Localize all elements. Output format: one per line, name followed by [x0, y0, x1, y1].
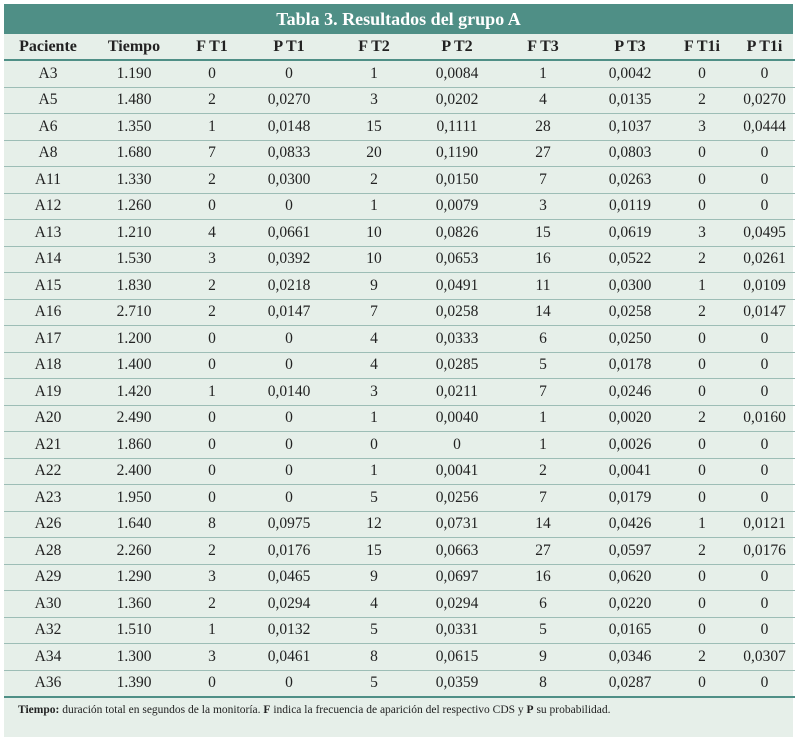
table-cell: 0 [670, 193, 734, 220]
footnote-text-1: duración total en segundos de la monitoría. [59, 704, 264, 716]
table-cell: 6 [496, 326, 590, 353]
table-cell: 5 [496, 352, 590, 379]
table-cell: 0,0165 [590, 617, 670, 644]
table-cell: A18 [4, 352, 92, 379]
table-cell: 0,0731 [418, 511, 496, 538]
table-cell: 5 [496, 617, 590, 644]
table-cell: 0,0461 [248, 644, 330, 671]
table-cell: 0 [248, 670, 330, 697]
table-cell: 0,0333 [418, 326, 496, 353]
table-row [4, 591, 795, 618]
table-cell: 0 [670, 352, 734, 379]
footnote-term-p: P [526, 704, 534, 716]
table-cell: 0 [176, 458, 248, 485]
table-cell: A30 [4, 591, 92, 618]
table-cell: 3 [670, 220, 734, 247]
table-cell: 0,0178 [590, 352, 670, 379]
table-cell: 0 [670, 167, 734, 194]
table-cell: 1.330 [92, 167, 176, 194]
table-cell: 6 [496, 591, 590, 618]
table-cell: 1 [330, 60, 418, 87]
table-cell: 28 [496, 114, 590, 141]
table-cell: A22 [4, 458, 92, 485]
table-cell: A21 [4, 432, 92, 459]
table-cell: 1 [496, 60, 590, 87]
table-cell: 0 [248, 60, 330, 87]
table-cell: 9 [496, 644, 590, 671]
table-cell: 0 [734, 379, 795, 406]
table-cell: 0,0697 [418, 564, 496, 591]
column-header: P T1i [734, 34, 795, 60]
table-cell: 1.510 [92, 617, 176, 644]
table-cell: 0,0211 [418, 379, 496, 406]
table-row [4, 246, 795, 273]
table-cell: 0,0653 [418, 246, 496, 273]
table-cell: 1.830 [92, 273, 176, 300]
table-cell: 1.360 [92, 591, 176, 618]
table-cell: A23 [4, 485, 92, 512]
table-cell: 0,0331 [418, 617, 496, 644]
table-cell: 1.480 [92, 87, 176, 114]
table-cell: 0,0392 [248, 246, 330, 273]
table-cell: 7 [496, 379, 590, 406]
table-cell: 0 [670, 485, 734, 512]
table-cell: 7 [496, 485, 590, 512]
table-cell: 0 [734, 326, 795, 353]
table-cell: 0,0661 [248, 220, 330, 247]
table-cell: A16 [4, 299, 92, 326]
table-cell: 0,0140 [248, 379, 330, 406]
table-cell: 0,0465 [248, 564, 330, 591]
table-cell: 1 [670, 273, 734, 300]
table-cell: 0,0426 [590, 511, 670, 538]
table-cell: 1.210 [92, 220, 176, 247]
table-cell: 0,0619 [590, 220, 670, 247]
table-cell: 0,0491 [418, 273, 496, 300]
table-row [4, 405, 795, 432]
table-cell: 0,0250 [590, 326, 670, 353]
table-row [4, 193, 795, 220]
table-cell: 3 [496, 193, 590, 220]
table-cell: 0,0597 [590, 538, 670, 565]
table-cell: 0 [734, 140, 795, 167]
table-cell: A36 [4, 670, 92, 697]
table-cell: 1.260 [92, 193, 176, 220]
table-row [4, 87, 795, 114]
table-cell: 0,0256 [418, 485, 496, 512]
table-cell: 1 [176, 379, 248, 406]
table-cell: 7 [496, 167, 590, 194]
table-cell: 0,0620 [590, 564, 670, 591]
table-cell: 0,0975 [248, 511, 330, 538]
table-cell: 0 [670, 60, 734, 87]
table-cell: 0,0135 [590, 87, 670, 114]
table-cell: 0,0202 [418, 87, 496, 114]
table-cell: 0 [418, 432, 496, 459]
table-cell: 1.300 [92, 644, 176, 671]
table-row [4, 485, 795, 512]
table-cell: 1 [330, 193, 418, 220]
table-cell: 0,0218 [248, 273, 330, 300]
table-cell: 0,0294 [248, 591, 330, 618]
table-cell: 1.640 [92, 511, 176, 538]
table-cell: 15 [330, 538, 418, 565]
table-cell: 0,0040 [418, 405, 496, 432]
table-cell: 0,0176 [248, 538, 330, 565]
table-cell: 2.710 [92, 299, 176, 326]
table-cell: 0 [734, 432, 795, 459]
table-cell: 14 [496, 511, 590, 538]
table-cell: 0 [670, 432, 734, 459]
table-cell: 0,0084 [418, 60, 496, 87]
column-header: P T3 [590, 34, 670, 60]
table-row [4, 114, 795, 141]
table-cell: 2 [176, 167, 248, 194]
table-cell: A29 [4, 564, 92, 591]
table-cell: 1.950 [92, 485, 176, 512]
table-cell: 12 [330, 511, 418, 538]
table-cell: 3 [176, 564, 248, 591]
table-cell: 3 [176, 246, 248, 273]
table-cell: 4 [330, 326, 418, 353]
table-cell: A19 [4, 379, 92, 406]
table-cell: 4 [496, 87, 590, 114]
table-cell: 1.190 [92, 60, 176, 87]
table-cell: 7 [176, 140, 248, 167]
table-cell: 2.400 [92, 458, 176, 485]
table-cell: 1 [496, 405, 590, 432]
footnote-term-tiempo: Tiempo: [18, 704, 60, 716]
table-cell: 1 [330, 405, 418, 432]
table-cell: 0,0287 [590, 670, 670, 697]
table-cell: 3 [330, 379, 418, 406]
table-cell: 4 [330, 352, 418, 379]
table-cell: 0,0147 [734, 299, 795, 326]
table-cell: 15 [330, 114, 418, 141]
table-cell: 1.390 [92, 670, 176, 697]
table-cell: 0,0258 [418, 299, 496, 326]
table-cell: 0,0119 [590, 193, 670, 220]
table-cell: A17 [4, 326, 92, 353]
table-cell: 0,0041 [590, 458, 670, 485]
table-cell: 16 [496, 564, 590, 591]
table-body [4, 60, 795, 697]
table-cell: 0,0042 [590, 60, 670, 87]
table-cell: 3 [176, 644, 248, 671]
table-cell: 14 [496, 299, 590, 326]
table-cell: 0,0300 [590, 273, 670, 300]
table-cell: 0,0294 [418, 591, 496, 618]
table-cell: A20 [4, 405, 92, 432]
table-cell: 1.530 [92, 246, 176, 273]
table-cell: 0,0148 [248, 114, 330, 141]
table-cell: 5 [330, 485, 418, 512]
table-row [4, 564, 795, 591]
table-cell: 2 [496, 458, 590, 485]
results-table [4, 34, 795, 698]
table-cell: 0,0220 [590, 591, 670, 618]
table-cell: 0,1111 [418, 114, 496, 141]
table-cell: 1.400 [92, 352, 176, 379]
table-cell: 0 [176, 485, 248, 512]
table-cell: 27 [496, 538, 590, 565]
table-cell: 0,0026 [590, 432, 670, 459]
table-cell: 0 [670, 379, 734, 406]
table-cell: 1 [496, 432, 590, 459]
table-title: Tabla 3. Resultados del grupo A [4, 4, 793, 34]
table-cell: 0 [734, 564, 795, 591]
column-header: F T1 [176, 34, 248, 60]
table-cell: 0,0020 [590, 405, 670, 432]
table-cell: 1 [176, 617, 248, 644]
table-cell: 0 [248, 352, 330, 379]
table-row [4, 617, 795, 644]
table-cell: 7 [330, 299, 418, 326]
table-cell: 0 [734, 60, 795, 87]
column-header: F T3 [496, 34, 590, 60]
table-cell: 0 [248, 485, 330, 512]
table-cell: 0,0147 [248, 299, 330, 326]
table-cell: 1.420 [92, 379, 176, 406]
table-cell: 0,0444 [734, 114, 795, 141]
table-cell: 0,0132 [248, 617, 330, 644]
table-cell: 2.260 [92, 538, 176, 565]
table-cell: 0,1190 [418, 140, 496, 167]
table-cell: 0 [176, 670, 248, 697]
table-cell: 0 [734, 193, 795, 220]
table-cell: 0,0150 [418, 167, 496, 194]
table-cell: 2 [176, 299, 248, 326]
table-cell: A14 [4, 246, 92, 273]
table-cell: 0,0179 [590, 485, 670, 512]
table-cell: 0 [734, 617, 795, 644]
table-cell: 0,0803 [590, 140, 670, 167]
table-cell: 0,0246 [590, 379, 670, 406]
table-footnote [4, 698, 793, 716]
table-cell: 0,0121 [734, 511, 795, 538]
table-row [4, 326, 795, 353]
table-row [4, 273, 795, 300]
table-cell: 0 [670, 591, 734, 618]
table-cell: 1 [670, 511, 734, 538]
table-cell: 20 [330, 140, 418, 167]
table-row [4, 511, 795, 538]
table-cell: 0,0258 [590, 299, 670, 326]
table-cell: A6 [4, 114, 92, 141]
table-cell: 0 [734, 167, 795, 194]
table-cell: A12 [4, 193, 92, 220]
table-cell: 0,0307 [734, 644, 795, 671]
table-cell: A15 [4, 273, 92, 300]
table-cell: 2 [176, 87, 248, 114]
table-row [4, 458, 795, 485]
table-cell: 0,0522 [590, 246, 670, 273]
column-header: F T1i [670, 34, 734, 60]
table-cell: 0 [176, 193, 248, 220]
table-cell: 9 [330, 564, 418, 591]
table-cell: 0 [176, 352, 248, 379]
table-cell: 0,0833 [248, 140, 330, 167]
table-cell: 0 [670, 458, 734, 485]
table-cell: A26 [4, 511, 92, 538]
table-cell: 0 [176, 60, 248, 87]
table-cell: 0 [248, 405, 330, 432]
table-cell: 0,0615 [418, 644, 496, 671]
table-cell: 0,0079 [418, 193, 496, 220]
table-cell: 1.200 [92, 326, 176, 353]
table-cell: 0 [670, 564, 734, 591]
column-header: Tiempo [92, 34, 176, 60]
table-cell: A32 [4, 617, 92, 644]
table-cell: 0,0826 [418, 220, 496, 247]
table-cell: 0,0041 [418, 458, 496, 485]
table-cell: 0,0109 [734, 273, 795, 300]
table-cell: A11 [4, 167, 92, 194]
table-cell: 0 [670, 140, 734, 167]
results-table-panel [4, 4, 793, 737]
table-cell: 9 [330, 273, 418, 300]
table-cell: 1 [176, 114, 248, 141]
table-cell: 10 [330, 246, 418, 273]
table-cell: 2 [670, 644, 734, 671]
table-cell: 2 [670, 299, 734, 326]
table-cell: 5 [330, 670, 418, 697]
table-cell: 0 [670, 326, 734, 353]
table-cell: 2 [176, 538, 248, 565]
table-row [4, 644, 795, 671]
table-cell: 0,0663 [418, 538, 496, 565]
table-cell: 0 [248, 432, 330, 459]
table-cell: 0 [734, 591, 795, 618]
table-cell: 0 [670, 617, 734, 644]
footnote-term-f: F [263, 704, 271, 716]
table-cell: 0,0359 [418, 670, 496, 697]
column-header: F T2 [330, 34, 418, 60]
column-header: Paciente [4, 34, 92, 60]
table-row [4, 220, 795, 247]
table-cell: 2 [176, 591, 248, 618]
table-cell: 0 [734, 352, 795, 379]
table-cell: 8 [496, 670, 590, 697]
table-cell: A28 [4, 538, 92, 565]
table-cell: A5 [4, 87, 92, 114]
table-cell: 0 [248, 326, 330, 353]
table-cell: 0 [734, 485, 795, 512]
table-row [4, 140, 795, 167]
table-row [4, 432, 795, 459]
table-row [4, 379, 795, 406]
table-cell: 5 [330, 617, 418, 644]
table-cell: 0 [670, 670, 734, 697]
table-cell: 0 [176, 432, 248, 459]
table-cell: 0,1037 [590, 114, 670, 141]
table-cell: 2 [176, 273, 248, 300]
table-cell: 4 [330, 591, 418, 618]
table-cell: 4 [176, 220, 248, 247]
table-cell: 3 [330, 87, 418, 114]
table-cell: 1 [330, 458, 418, 485]
table-cell: 0,0263 [590, 167, 670, 194]
table-cell: 8 [330, 644, 418, 671]
table-cell: 15 [496, 220, 590, 247]
table-cell: 0 [248, 193, 330, 220]
table-row [4, 352, 795, 379]
table-header-row [4, 34, 795, 60]
table-cell: 0 [248, 458, 330, 485]
table-cell: 11 [496, 273, 590, 300]
table-cell: 1.680 [92, 140, 176, 167]
table-cell: 2 [670, 246, 734, 273]
table-row [4, 167, 795, 194]
table-cell: 1.860 [92, 432, 176, 459]
table-cell: 0,0285 [418, 352, 496, 379]
table-cell: A8 [4, 140, 92, 167]
table-cell: 2 [670, 87, 734, 114]
table-cell: 0 [176, 326, 248, 353]
column-header: P T2 [418, 34, 496, 60]
table-row [4, 60, 795, 87]
footnote-text-2: indica la frecuencia de aparición del respectivo CDS y [270, 704, 527, 716]
table-cell: 0,0346 [590, 644, 670, 671]
table-cell: 2 [670, 538, 734, 565]
table-row [4, 670, 795, 697]
table-cell: 2.490 [92, 405, 176, 432]
table-cell: 2 [330, 167, 418, 194]
table-row [4, 299, 795, 326]
table-cell: A3 [4, 60, 92, 87]
table-row [4, 538, 795, 565]
table-cell: A34 [4, 644, 92, 671]
table-cell: 0,0176 [734, 538, 795, 565]
table-cell: 27 [496, 140, 590, 167]
table-cell: 0,0270 [248, 87, 330, 114]
table-cell: 0 [734, 670, 795, 697]
table-cell: A13 [4, 220, 92, 247]
table-cell: 10 [330, 220, 418, 247]
table-cell: 3 [670, 114, 734, 141]
table-cell: 0,0270 [734, 87, 795, 114]
column-header: P T1 [248, 34, 330, 60]
table-cell: 16 [496, 246, 590, 273]
table-cell: 0 [330, 432, 418, 459]
table-cell: 0,0495 [734, 220, 795, 247]
table-cell: 1.290 [92, 564, 176, 591]
table-cell: 0,0160 [734, 405, 795, 432]
table-cell: 0 [176, 405, 248, 432]
table-cell: 0,0261 [734, 246, 795, 273]
table-cell: 2 [670, 405, 734, 432]
footnote-text-3: su probabilidad. [533, 704, 611, 716]
table-cell: 1.350 [92, 114, 176, 141]
table-cell: 8 [176, 511, 248, 538]
table-cell: 0 [734, 458, 795, 485]
table-cell: 0,0300 [248, 167, 330, 194]
